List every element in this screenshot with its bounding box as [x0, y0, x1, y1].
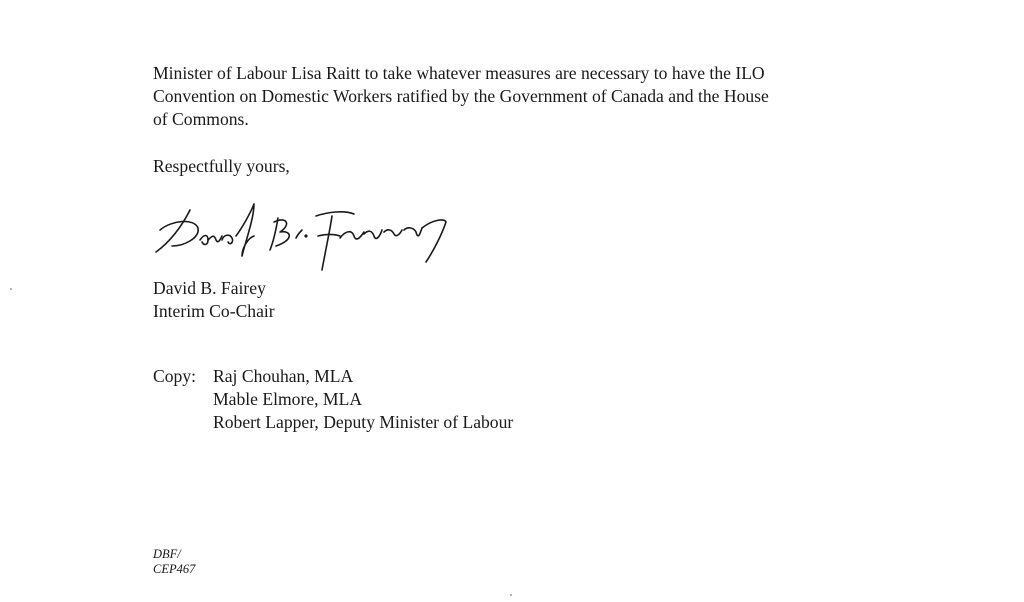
body-line-3: of Commons. — [153, 109, 249, 129]
reference-line-1: DBF/ — [153, 547, 181, 561]
closing-salutation: Respectfully yours, — [153, 156, 290, 176]
copy-recipients-block — [153, 365, 513, 434]
reference-line-2: CEP467 — [153, 562, 196, 576]
body-line-1: Minister of Labour Lisa Raitt to take whatever measures are necessary to have the ILO — [153, 63, 765, 83]
copy-recipient: Robert Lapper, Deputy Minister of Labour — [213, 412, 514, 432]
copy-recipient: Raj Chouhan, MLA — [213, 366, 354, 386]
signer-name: David B. Fairey — [153, 278, 266, 298]
copy-recipient: Mable Elmore, MLA — [213, 389, 363, 409]
reference-initials — [153, 547, 195, 577]
scan-speck — [10, 288, 12, 290]
copy-row — [153, 365, 513, 434]
letter-body-paragraph — [153, 62, 873, 131]
copy-recipient-list — [213, 365, 513, 434]
scan-speck — [510, 594, 512, 596]
copy-label: Copy: — [153, 366, 197, 386]
handwritten-signature — [150, 200, 450, 278]
body-line-2: Convention on Domestic Workers ratified by the Government of Canada and the House — [153, 86, 769, 106]
signer-title: Interim Co-Chair — [153, 301, 275, 321]
signer-block — [153, 277, 275, 323]
